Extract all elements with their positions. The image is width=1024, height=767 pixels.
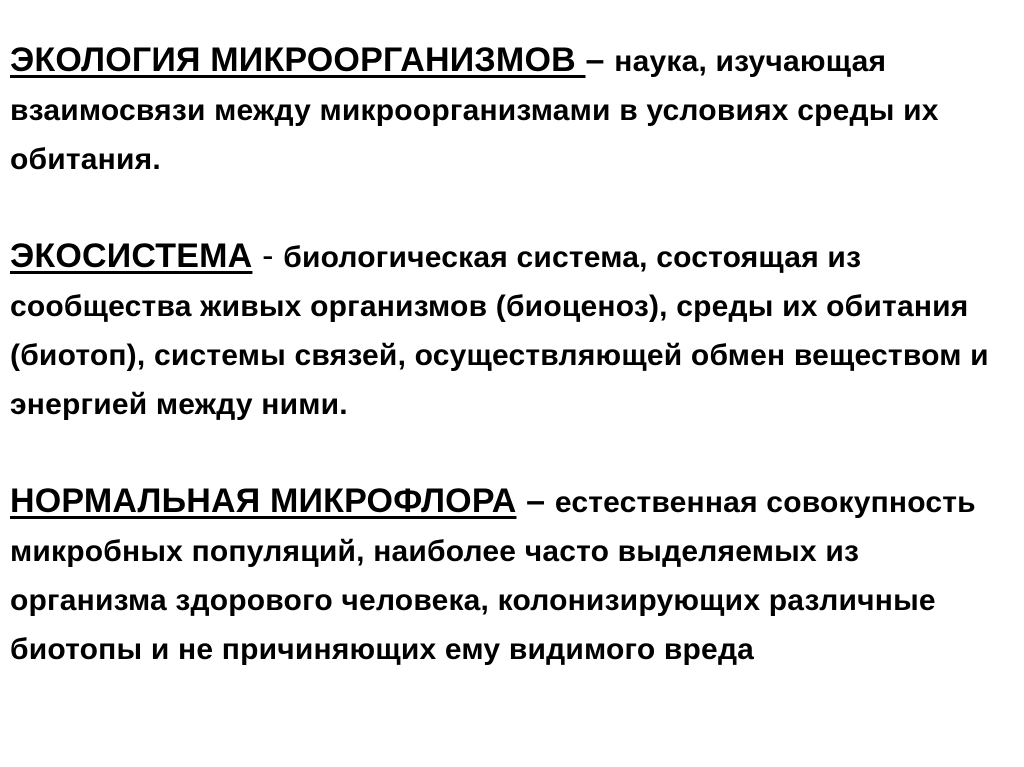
separator-dash: – bbox=[516, 482, 555, 520]
definition-ecosystem bbox=[10, 232, 1010, 429]
definition-microbial-ecology bbox=[10, 36, 1010, 184]
term-ecosystem: ЭКОСИСТЕМА bbox=[10, 237, 253, 275]
slide-content bbox=[10, 36, 1010, 674]
separator-dash: – bbox=[585, 41, 615, 79]
separator-dash: - bbox=[252, 237, 284, 275]
term-microbial-ecology: ЭКОЛОГИЯ МИКРООРГАНИЗМОВ bbox=[10, 41, 586, 79]
definition-text-ecosystem: биологическая система, состоящая из сообщества живых организмов (биоценоз), среды их обитания (биотоп), системы связей, осуществляющей обмен веществом и энергией между ними. bbox=[10, 241, 989, 421]
definition-text-normal-microflora: естественная совокупность микробных популяций, наиболее часто выделяемых из организма здорового человека, колонизирующих различные биотопы и не причиняющих ему видимого вреда bbox=[10, 486, 976, 666]
definition-text-microbial-ecology: наука, изучающая взаимосвязи между микроорганизмами в условиях среды их обитания. bbox=[10, 45, 939, 176]
definition-normal-microflora bbox=[10, 477, 1010, 674]
term-normal-microflora: НОРМАЛЬНАЯ МИКРОФЛОРА bbox=[10, 482, 517, 520]
